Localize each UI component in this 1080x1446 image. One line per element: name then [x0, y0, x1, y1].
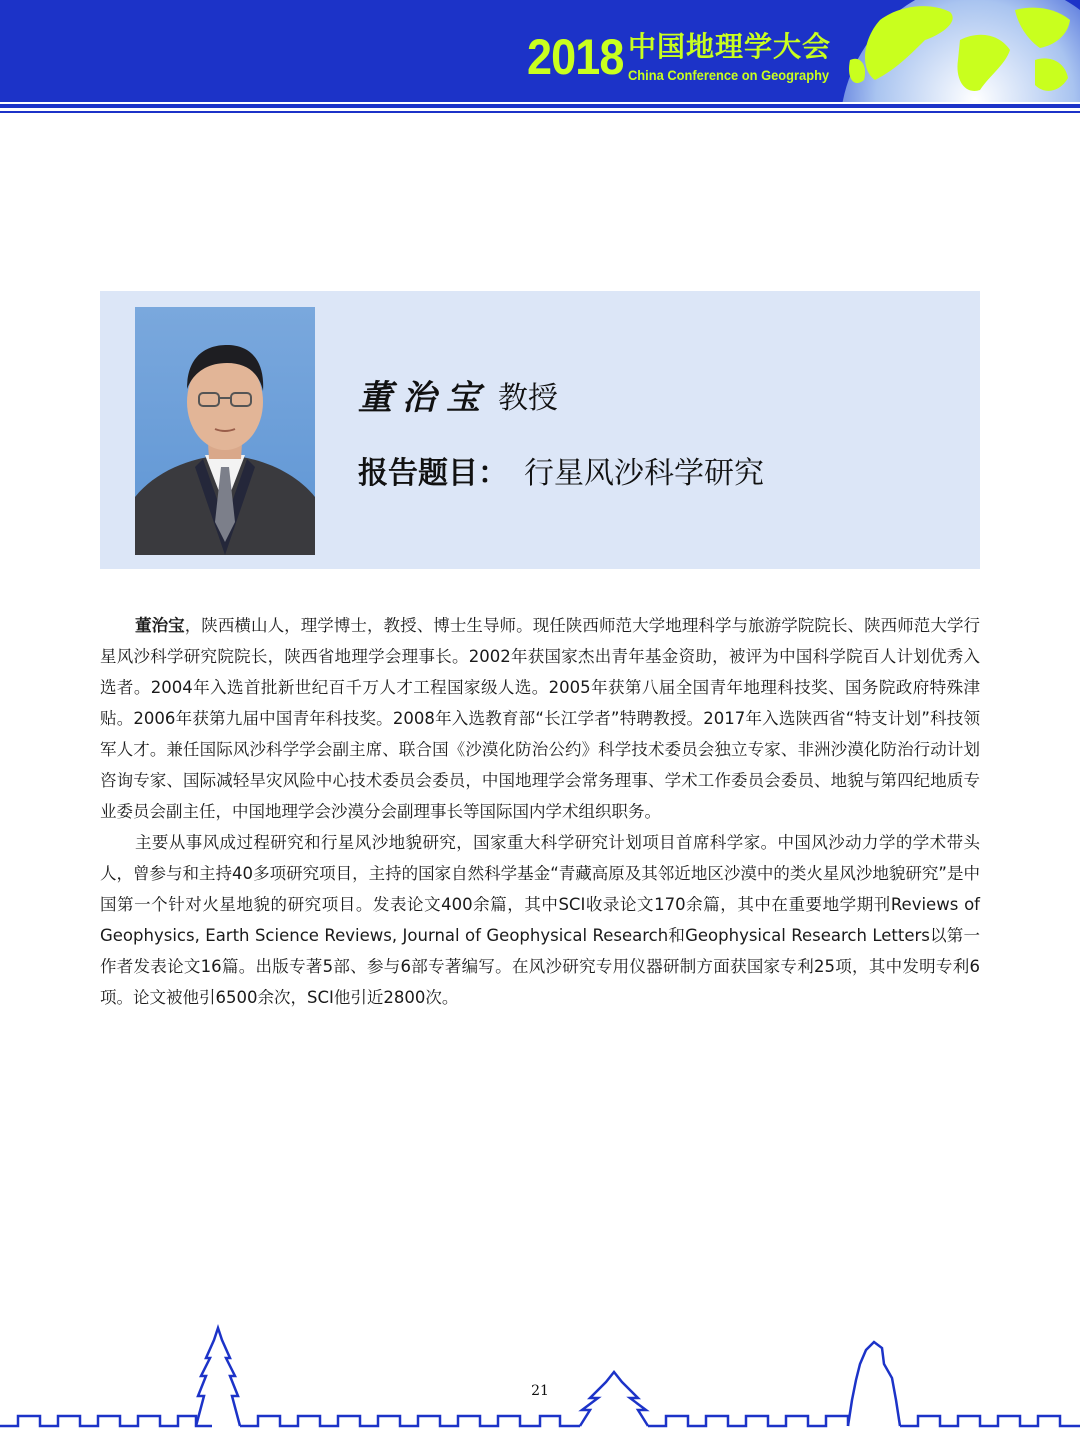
header-rule: [0, 104, 1080, 108]
report-title: 行星风沙科学研究: [524, 456, 764, 491]
header-banner: [0, 0, 1080, 102]
speaker-bio: [100, 610, 980, 1013]
speaker-photo: [135, 307, 315, 555]
bio-name: 董治宝: [135, 616, 185, 635]
bio-paragraph: [100, 610, 980, 827]
conference-title-en: China Conference on Geography: [628, 67, 830, 83]
bio-paragraph-2-text: 主要从事风成过程研究和行星风沙地貌研究，国家重大科学研究计划项目首席科学家。中国风沙动力学的学术带头人，曾参与和主持40多项研究项目，主持的国家自然科学基金“青藏高原及其邻近地区沙漠中的类火星风沙地貌研究”是中国第一个针对火星地貌的研究项目。发表论文400余篇，其中SCI收录论文170余篇，其中在重要地学期刊Reviews of Geophysics, Earth Science Reviews, Journal of Geophysical Research和Geophysical Research Letters以第一作者发表论文16篇。出版专著5部、参与6部专著编写。在风沙研究专用仪器研制方面获国家专利25项，其中发明专利6项。论文被他引6500余次，SCI他引近2800次。: [100, 833, 980, 1007]
report-label: 报告题目：: [358, 456, 508, 491]
globe-icon: [840, 0, 1080, 102]
speaker-title: 教授: [498, 381, 558, 416]
bio-paragraph-1-text: ，陕西横山人，理学博士，教授、博士生导师。现任陕西师范大学地理科学与旅游学院院长、陕西师范大学行星风沙科学研究院院长，陕西省地理学会理事长。2002年获国家杰出青年基金资助，被评为中国科学院百人计划优秀入选者。2004年入选首批新世纪百千万人才工程国家级人选。2005年获第八届全国青年地理科技奖、国务院政府特殊津贴。2006年获第九届中国青年科技奖。2008年入选教育部“长江学者”特聘教授。2017年入选陕西省“特支计划”科技领军人才。兼任国际风沙科学学会副主席、联合国《沙漠化防治公约》科学技术委员会独立专家、非洲沙漠化防治行动计划咨询专家、国际减轻旱灾风险中心技术委员会委员，中国地理学会常务理事、学术工作委员会委员、地貌与第四纪地质专业委员会副主任，中国地理学会沙漠分会副理事长等国际国内学术组织职务。: [100, 616, 981, 821]
speaker-card: [100, 291, 980, 569]
speaker-name: 董治宝: [358, 378, 490, 418]
header-rule-thin: [0, 111, 1080, 113]
page-number: 21: [531, 1383, 549, 1399]
bio-paragraph: [100, 827, 980, 1013]
conference-year: 2018: [527, 29, 624, 85]
conference-title-cn: 中国地理学大会: [628, 30, 832, 63]
portrait-image: [135, 307, 315, 555]
